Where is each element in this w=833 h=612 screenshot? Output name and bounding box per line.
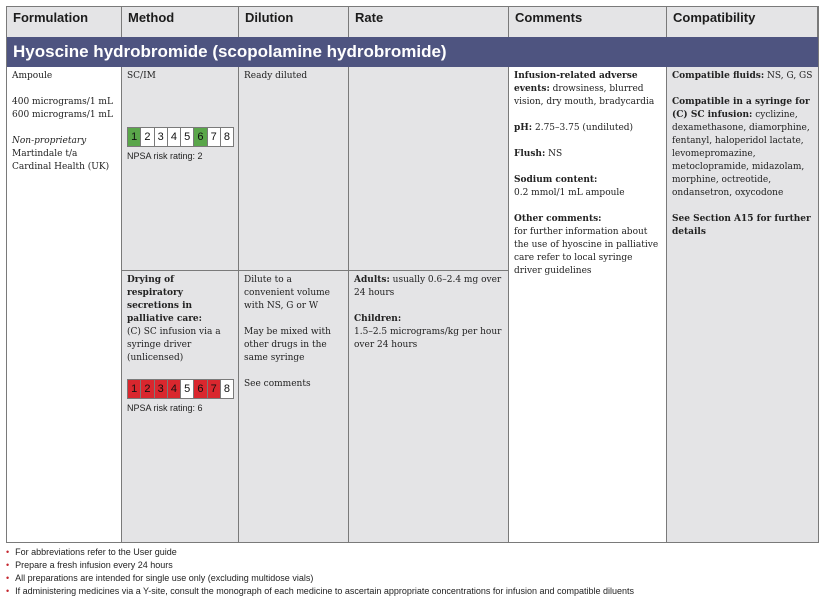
ph-text: 2.75–3.75 (undiluted) — [532, 123, 634, 133]
rate-adults-label: Adults: — [354, 275, 390, 285]
formulation-type: Ampoule — [12, 71, 53, 81]
risk-box-5: 5 — [180, 127, 194, 147]
compat-syringe — [672, 96, 813, 200]
formulation-supplier-2: Cardinal Health (UK) — [12, 162, 110, 172]
method-cell-sc-im — [122, 67, 238, 166]
rate-adults-text: usually 0.6–2.4 mg over 24 hours — [354, 275, 502, 298]
comments-ph — [514, 122, 661, 135]
risk-box-7: 7 — [207, 127, 221, 147]
risk-box-6: 6 — [193, 127, 207, 147]
dilution-cell-2 — [239, 271, 348, 394]
footnote: • All preparations are intended for single use only (excluding multidose vials) — [6, 572, 819, 585]
risk-rating-2: NPSA risk rating: 6 — [127, 403, 203, 413]
monograph-table — [6, 6, 819, 543]
compat-fluids-text: NS, G, GS — [764, 71, 813, 81]
formulation-supplier-1: Martindale t/a — [12, 149, 78, 159]
risk-box-4: 4 — [167, 127, 181, 147]
method-cell-infusion — [122, 271, 238, 418]
sodium-text: 0.2 mmol/1 mL ampoule — [514, 188, 625, 198]
compat-syringe-label: Compatible in a syringe for (C) SC infusion: — [672, 97, 810, 120]
comments-cell — [509, 67, 666, 542]
footnote: • Prepare a fresh infusion every 24 hours — [6, 559, 819, 572]
header-rate: Rate — [349, 7, 509, 37]
footnote: • If administering medicines via a Y-site, consult the monograph of each medicine to ascertain appropriate concentrations for infusion and compatible diluents — [6, 585, 819, 598]
risk-box-4: 4 — [167, 379, 181, 399]
compat-fluids-label: Compatible fluids: — [672, 71, 765, 81]
header-dilution: Dilution — [239, 7, 349, 37]
risk-box-5: 5 — [180, 379, 194, 399]
rate-children-text: 1.5–2.5 micrograms/kg per hour over 24 hours — [354, 327, 502, 350]
adverse-text: drowsiness, blurred vision, dry mouth, bradycardia — [514, 84, 655, 107]
flush-text: NS — [545, 149, 563, 159]
comments-adverse — [514, 70, 661, 109]
formulation-cell — [7, 67, 121, 177]
risk-box-8: 8 — [220, 379, 234, 399]
header-comments: Comments — [509, 7, 667, 37]
dilution-text-3: See comments — [244, 379, 311, 389]
rate-column — [349, 67, 509, 542]
risk-box-6: 6 — [193, 379, 207, 399]
risk-box-8: 8 — [220, 127, 234, 147]
drug-title: Hyoscine hydrobromide (scopolamine hydrobromide) — [7, 37, 818, 67]
risk-box-1: 1 — [127, 379, 141, 399]
risk-box-2: 2 — [140, 379, 154, 399]
risk-box-7: 7 — [207, 379, 221, 399]
comments-column — [509, 67, 667, 542]
dilution-column — [239, 67, 349, 542]
compat-fluids — [672, 70, 813, 83]
risk-scale-1 — [127, 127, 233, 147]
formulation-strength-2: 600 micrograms/1 mL — [12, 110, 113, 120]
footnote: • For abbreviations refer to the User guide — [6, 546, 819, 559]
compatibility-cell — [667, 67, 818, 242]
footnotes — [6, 546, 819, 598]
other-text: for further information about the use of hyoscine in palliative care refer to local syringe driver guidelines — [514, 227, 659, 276]
adverse-label: Infusion-related adverse events: — [514, 71, 638, 94]
header-compatibility: Compatibility — [667, 7, 818, 37]
risk-box-3: 3 — [154, 127, 168, 147]
dilution-text-1: Dilute to a convenient volume with NS, G or W — [244, 275, 330, 311]
compatibility-column — [667, 67, 818, 542]
rate-children-label: Children: — [354, 314, 402, 324]
compat-syringe-text: cyclizine, dexamethasone, diamorphine, fentanyl, haloperidol lactate, levomepromazine, metoclopramide, midazolam, morphine, octreotide, ondansetron, oxycodone — [672, 110, 810, 198]
see-section: See Section A15 for further details — [672, 214, 811, 237]
method-sc-im: SC/IM — [127, 71, 156, 81]
risk-box-1: 1 — [127, 127, 141, 147]
risk-rating-1: NPSA risk rating: 2 — [127, 151, 203, 161]
formulation-nonprop: Non-proprietary — [12, 136, 87, 146]
dilution-cell-1: Ready diluted — [244, 71, 308, 81]
risk-scale-2 — [127, 379, 233, 399]
other-label: Other comments: — [514, 214, 602, 224]
risk-box-3: 3 — [154, 379, 168, 399]
ph-label: pH: — [514, 123, 533, 133]
method-infusion-title: Drying of respiratory secretions in palliative care: — [127, 275, 202, 324]
header-method: Method — [122, 7, 239, 37]
method-column — [122, 67, 239, 542]
formulation-column — [7, 67, 122, 542]
rate-adults — [354, 274, 503, 300]
formulation-strength-1: 400 micrograms/1 mL — [12, 97, 113, 107]
dilution-text-2: May be mixed with other drugs in the same syringe — [244, 327, 331, 363]
sodium-label: Sodium content: — [514, 175, 598, 185]
flush-label: Flush: — [514, 149, 546, 159]
rate-cell — [349, 271, 508, 355]
method-infusion-body: (C) SC infusion via a syringe driver (unlicensed) — [127, 327, 221, 363]
comments-flush — [514, 148, 661, 161]
header-formulation: Formulation — [7, 7, 122, 37]
risk-box-2: 2 — [140, 127, 154, 147]
